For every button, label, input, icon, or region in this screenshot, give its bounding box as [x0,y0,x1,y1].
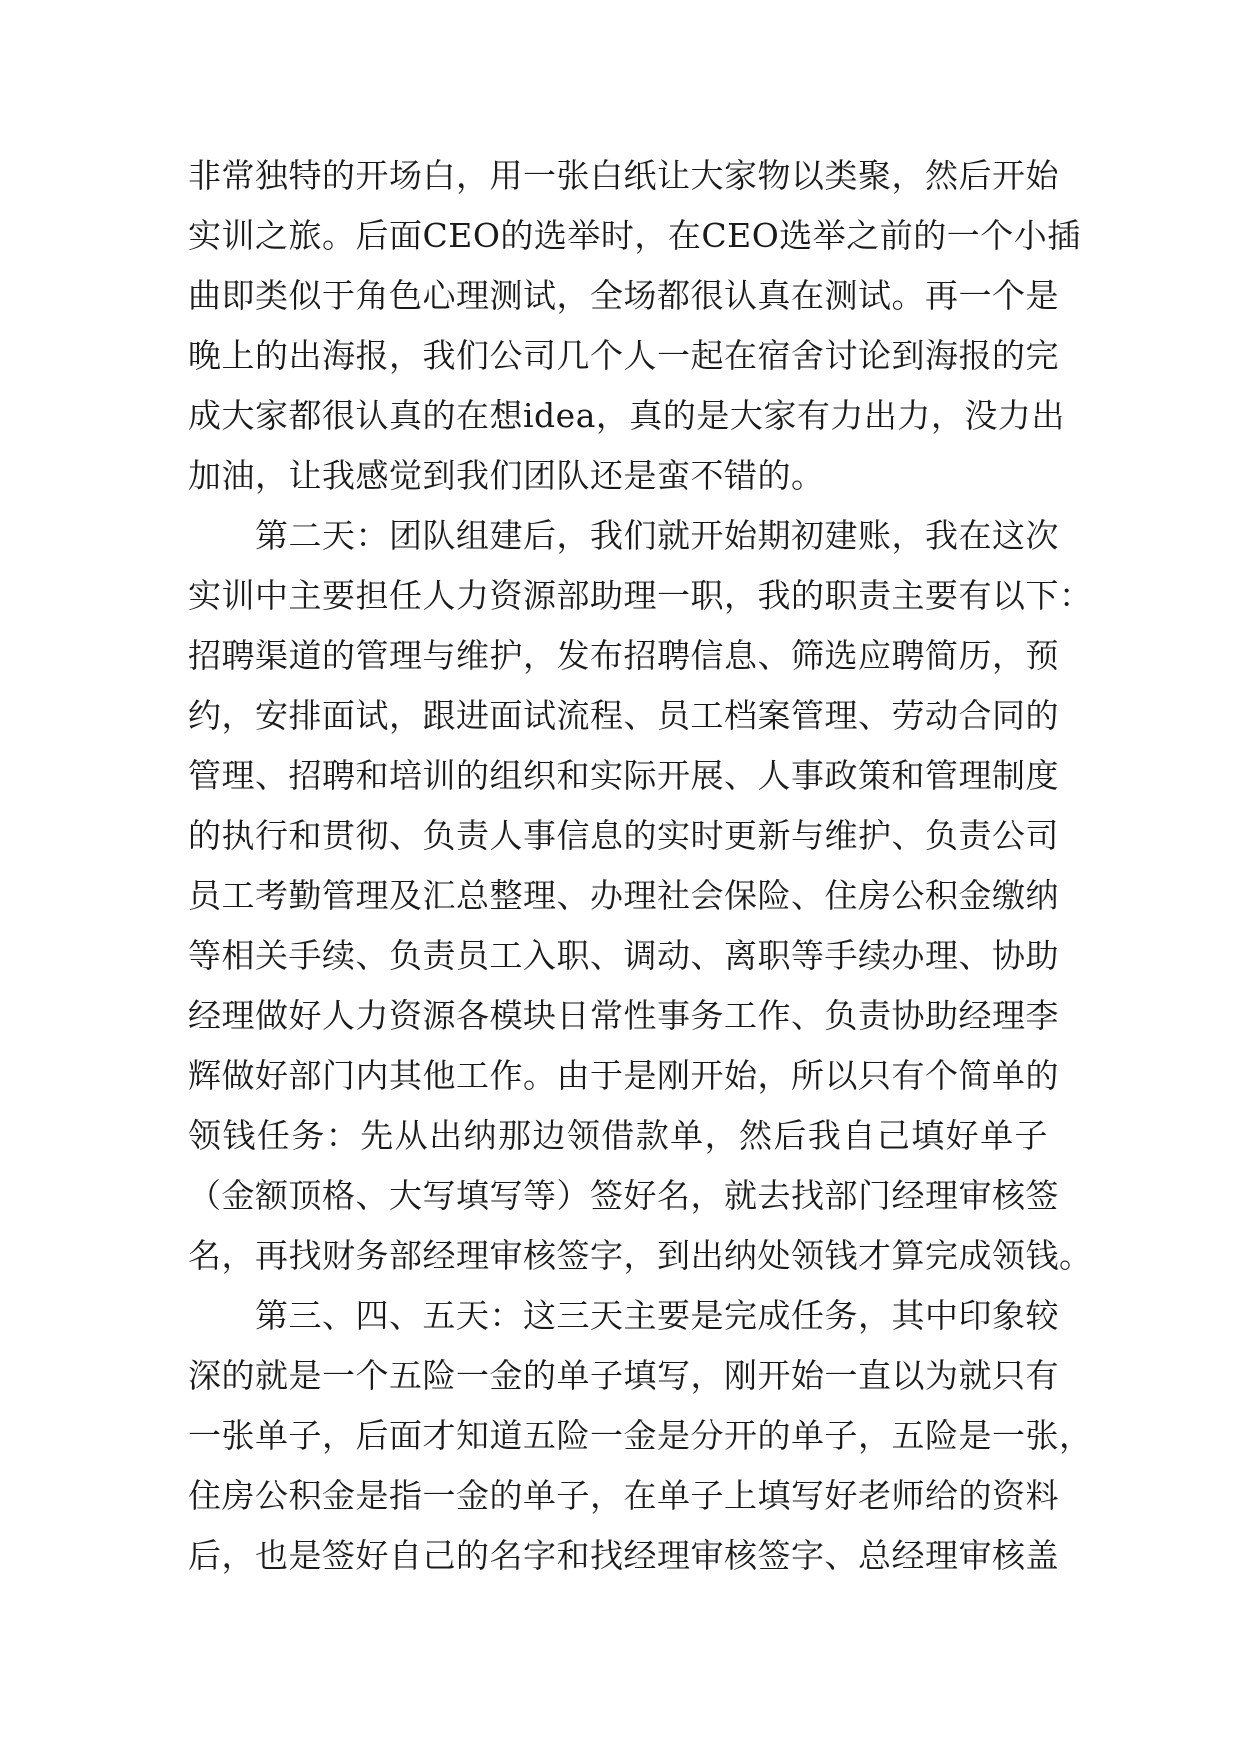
text-line: 名，再找财务部经理审核签字，到出纳处领钱才算完成领钱。 [188,1236,1093,1275]
text-line: 深的就是一个五险一金的单子填写，刚开始一直以为就只有 [188,1356,1059,1395]
text-line: 辉做好部门内其他工作。由于是刚开始，所以只有个简单的 [188,1056,1059,1095]
text-line: 后，也是签好自己的名字和找经理审核签字、总经理审核盖 [188,1536,1059,1575]
text-line: 实训之旅。后面CEO的选举时，在CEO选举之前的一个小插 [188,216,1081,255]
text-line: 约，安排面试，跟进面试流程、员工档案管理、劳动合同的 [188,696,1059,735]
text-line: 非常独特的开场白，用一张白纸让大家物以类聚，然后开始 [188,156,1059,195]
text-line: 晚上的出海报，我们公司几个人一起在宿舍讨论到海报的完 [188,336,1059,375]
text-line: 经理做好人力资源各模块日常性事务工作、负责协助经理李 [188,996,1059,1035]
text-line: 第二天：团队组建后，我们就开始期初建账，我在这次 [188,516,1059,555]
text-line: 加油，让我感觉到我们团队还是蛮不错的。 [188,456,825,495]
text-line: 成大家都很认真的在想idea，真的是大家有力出力，没力出 [188,396,1065,435]
text-line: 招聘渠道的管理与维护，发布招聘信息、筛选应聘简历，预 [188,636,1059,675]
text-line: 管理、招聘和培训的组织和实际开展、人事政策和管理制度 [188,756,1059,795]
text-line: 的执行和贯彻、负责人事信息的实时更新与维护、负责公司 [188,816,1059,855]
text-line: （金额顶格、大写填写等）签好名，就去找部门经理审核签 [188,1176,1059,1215]
text-line: 领钱任务：先从出纳那边领借款单，然后我自己填好单子 [188,1116,1048,1155]
text-line: 员工考勤管理及汇总整理、办理社会保险、住房公积金缴纳 [188,876,1059,915]
text-line: 实训中主要担任人力资源部助理一职，我的职责主要有以下： [188,576,1093,615]
text-line: 曲即类似于角色心理测试，全场都很认真在测试。再一个是 [188,276,1059,315]
text-line: 第三、四、五天：这三天主要是完成任务，其中印象较 [188,1296,1059,1335]
document-body [188,146,1093,1586]
text-line: 住房公积金是指一金的单子，在单子上填写好老师给的资料 [188,1476,1059,1515]
text-line: 一张单子，后面才知道五险一金是分开的单子，五险是一张， [188,1416,1093,1455]
text-line: 等相关手续、负责员工入职、调动、离职等手续办理、协助 [188,936,1059,975]
